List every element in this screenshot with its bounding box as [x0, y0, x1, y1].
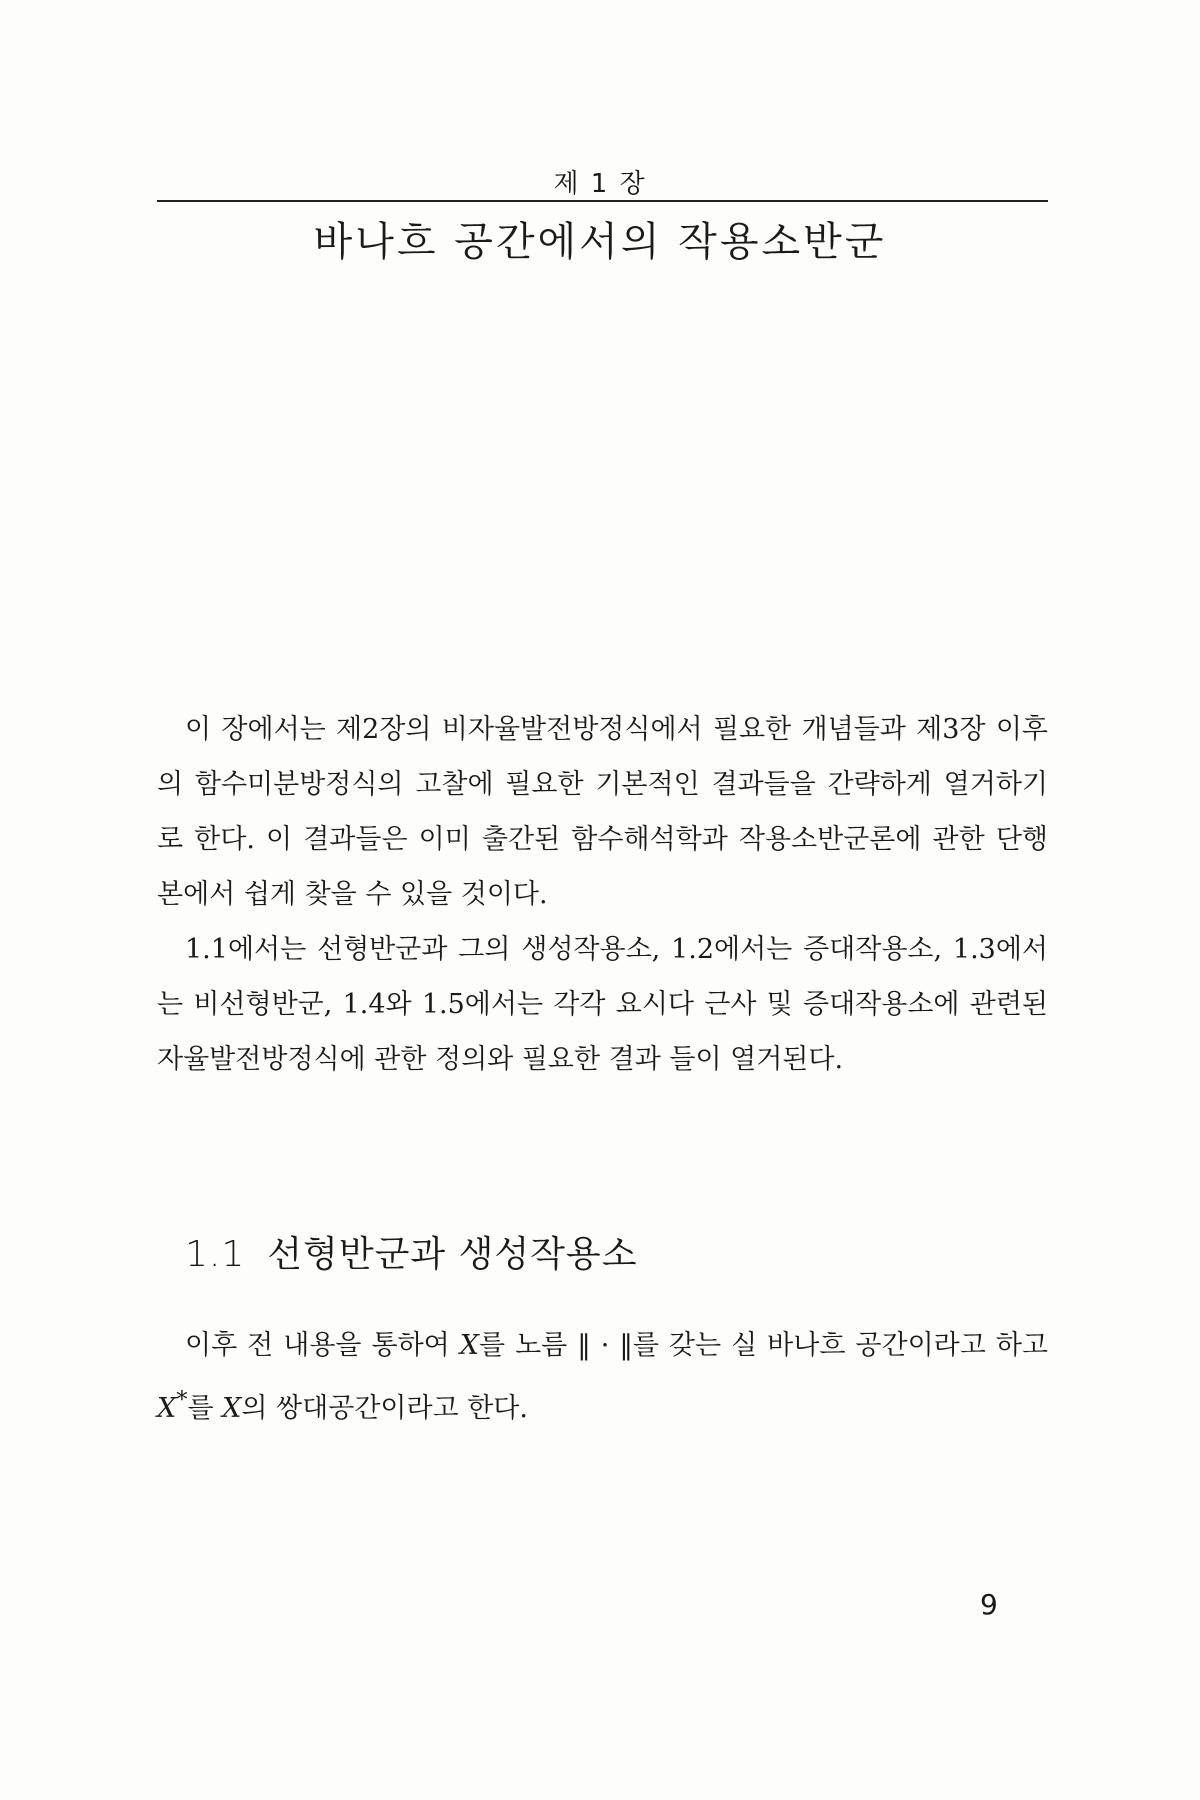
section-heading	[185, 1226, 637, 1277]
section-paragraph	[157, 1318, 1048, 1436]
intro-paragraph: 1.1에서는 선형반군과 그의 생성작용소, 1.2에서는 증대작용소, 1.3에서는 비선형반군, 1.4와 1.5에서는 각각 요시다 근사 및 증대작용소에 관련된 자율발전방정식에 관한 정의와 필요한 결과 들이 열거된다.	[157, 934, 1048, 1075]
chapter-label: 제 1 장	[553, 169, 647, 199]
math-symbol: X	[157, 1393, 177, 1424]
math-symbol: X	[222, 1393, 242, 1424]
intro-paragraph: 이 장에서는 제2장의 비자율발전방정식에서 필요한 개념들과 제3장 이후의 함수미분방정식의 고찰에 필요한 기본적인 결과들을 간략하게 열거하기로 한다. 이 결과들은 이미 출간된 함수해석학과 작용소반군론에 관한 단행본에서 쉽게 찾을 수 있을 것이다.	[157, 714, 1048, 910]
section-title: 선형반군과 생성작용소	[267, 1234, 638, 1275]
chapter-divider	[157, 200, 1048, 202]
chapter-title: 바나흐 공간에서의 작용소반군	[313, 219, 887, 265]
text-run: 를 갖는 실 바나흐 공간이라고 하고	[632, 1330, 1048, 1361]
math-symbol: X	[459, 1330, 479, 1361]
page-number: 9	[980, 1588, 998, 1621]
norm-symbol: ‖ · ‖	[577, 1330, 633, 1361]
dual-star: *	[176, 1387, 188, 1413]
text-run: 이후 전 내용을 통하여	[185, 1330, 460, 1361]
text-run: 를 노름	[478, 1330, 578, 1361]
text-run: 를	[187, 1393, 223, 1424]
text-run: 의 쌍대공간이라고 한다.	[241, 1393, 528, 1424]
section-number: 1.1	[185, 1234, 246, 1275]
